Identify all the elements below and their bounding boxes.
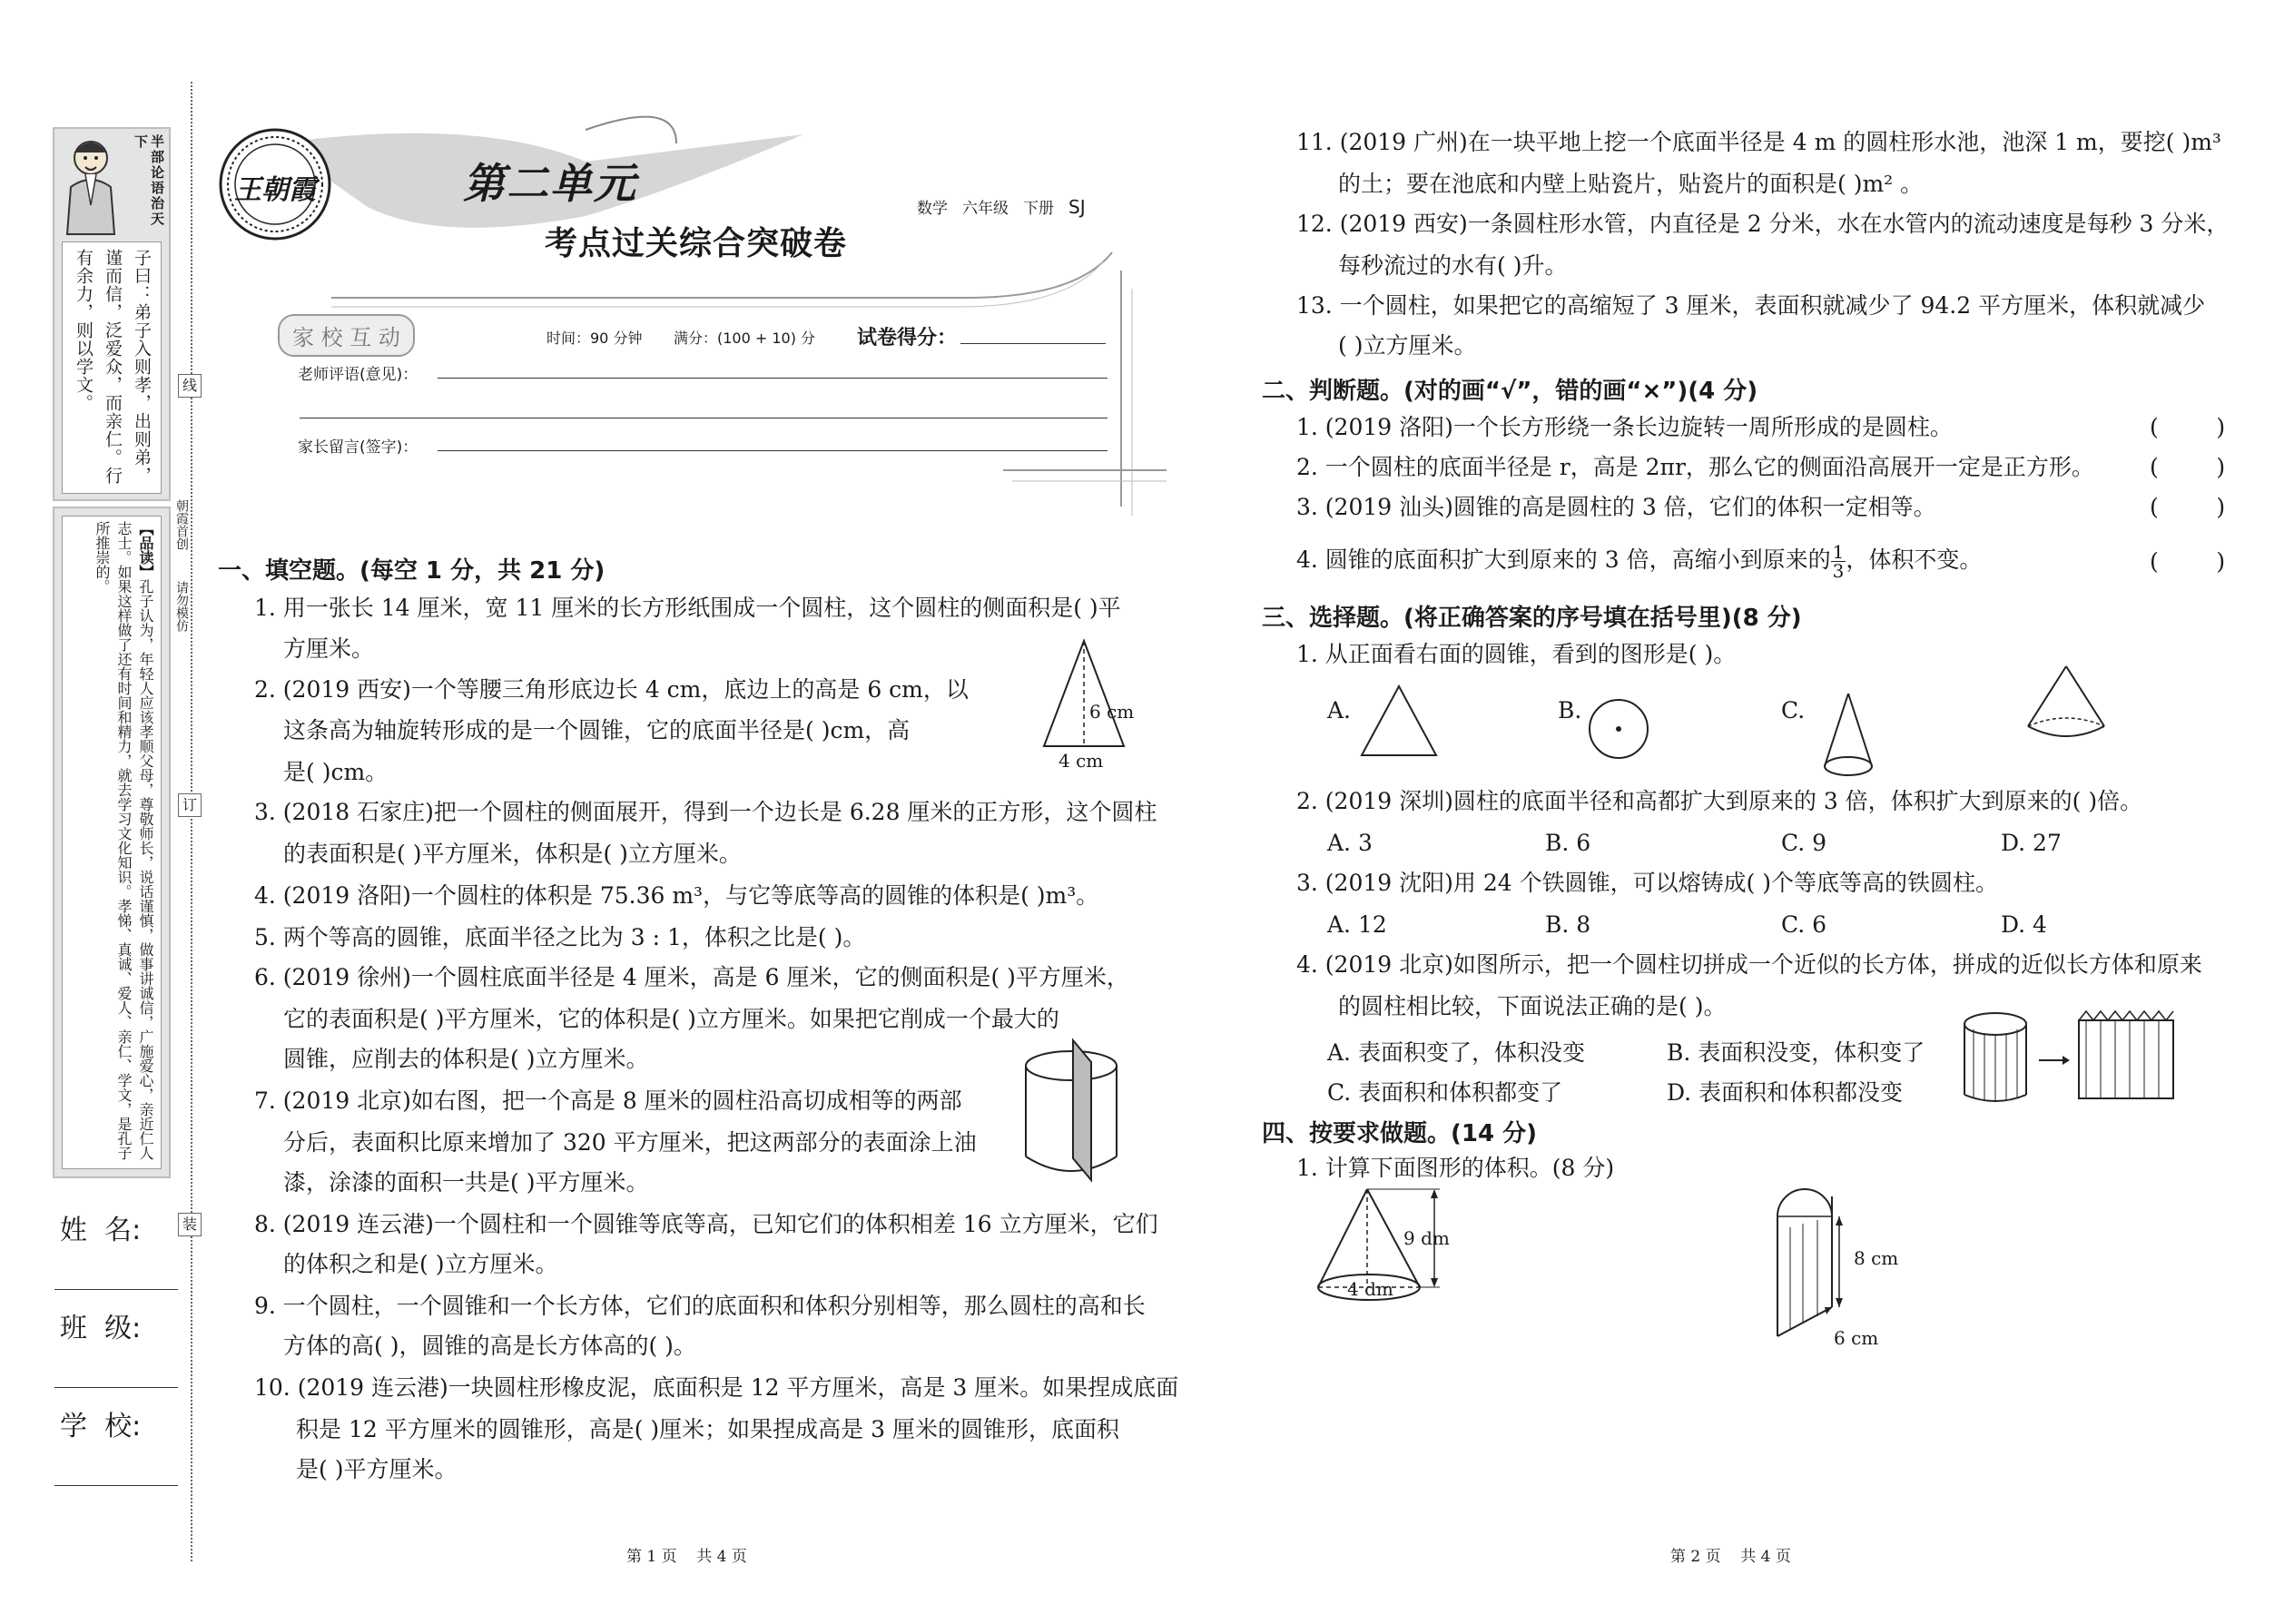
q4: 4. (2019 洛阳)一个圆柱的体积是 75.36 m³，与它等底等高的圆锥的体积是( )m³。 bbox=[254, 882, 1099, 909]
judge-item-4 bbox=[1296, 543, 1982, 580]
home-school-badge: 家 校 互 动 bbox=[278, 314, 415, 357]
tag-volume: 下册 bbox=[1023, 200, 1054, 218]
copyright-2: 请勿模仿 bbox=[174, 581, 189, 632]
tag-edition: SJ bbox=[1068, 196, 1086, 218]
q3-line2: 的表面积是( )平方厘米，体积是( )立方厘米。 bbox=[283, 841, 742, 867]
q1-line1: 1. 用一张长 14 厘米，宽 11 厘米的长方形纸围成一个圆柱，这个圆柱的侧面积是( )平 bbox=[254, 595, 1121, 621]
choice-q4-opt-c[interactable]: C. 表面积和体积都变了 bbox=[1327, 1079, 1563, 1106]
motto-small: 半部论语治天下 bbox=[133, 134, 165, 227]
q10-line2: 积是 12 平方厘米的圆锥形，高是( )厘米；如果捏成高是 3 厘米的圆锥形，底面积 bbox=[296, 1416, 1119, 1442]
choice-q2-opt-b[interactable]: B. 6 bbox=[1545, 830, 1591, 856]
choice-q3-opt-d[interactable]: D. 4 bbox=[2001, 911, 2047, 938]
school-field[interactable] bbox=[54, 1485, 178, 1486]
choice-q4-line1: 4. (2019 北京)如图所示，把一个圆柱切拼成一个近似的长方体，拼成的近似长方体和原来 bbox=[1296, 951, 2202, 978]
half-cylinder-diameter-label: 6 cm bbox=[1834, 1327, 1879, 1349]
q7-line1: 7. (2019 北京)如右图，把一个高是 8 厘米的圆柱沿高切成相等的两部 bbox=[254, 1088, 962, 1114]
judge-item-1: 1. (2019 洛阳)一个长方形绕一条长边旋转一周所形成的是圆柱。 bbox=[1296, 414, 1953, 440]
q6-line1: 6. (2019 徐州)一个圆柱底面半径是 4 厘米，高是 6 厘米，它的侧面积是( )平方厘米， bbox=[254, 964, 1129, 990]
reading-body: 孔子认为，年轻人应该孝顺父母，尊敬师长，说话谨慎，做事讲诚信，广施爱心，亲近仁人志士。如果这样做了还有时间和精力，就去学习文化知识。孝悌、真诚、爱人、亲仁、学文，是孔子所推崇的。 bbox=[94, 521, 154, 1160]
judge-answer-2[interactable]: ( ) bbox=[2150, 454, 2226, 480]
tag-subject: 数学 bbox=[917, 200, 948, 218]
reference-cone-figure bbox=[2021, 663, 2112, 744]
q6-line3: 圆锥，应削去的体积是( )立方厘米。 bbox=[283, 1046, 649, 1072]
choice-q2-opt-c[interactable]: C. 9 bbox=[1781, 830, 1827, 856]
judge-answer-4[interactable]: ( ) bbox=[2150, 548, 2226, 575]
q8-line1: 8. (2019 连云港)一个圆柱和一个圆锥等底等高，已知它们的体积相差 16 立方厘米，它们 bbox=[254, 1211, 1158, 1237]
choice-q3-opt-c[interactable]: C. 6 bbox=[1781, 911, 1827, 938]
judge-item-3: 3. (2019 汕头)圆锥的高是圆柱的 3 倍，它们的体积一定相等。 bbox=[1296, 494, 1936, 520]
half-cylinder-height-label: 8 cm bbox=[1854, 1247, 1899, 1269]
choice-q2-opt-d[interactable]: D. 27 bbox=[2001, 830, 2062, 856]
confucius-icon bbox=[58, 133, 123, 240]
fraction-one-third bbox=[1831, 543, 1846, 580]
q9-line2: 方体的高( )，圆锥的高是长方体高的( )。 bbox=[283, 1333, 696, 1359]
triangle-figure bbox=[1033, 635, 1142, 753]
judge-item-2: 2. 一个圆柱的底面半径是 r，高是 2πr，那么它的侧面沿高展开一定是正方形。 bbox=[1296, 454, 2094, 480]
judge-answer-3[interactable]: ( ) bbox=[2150, 494, 2226, 520]
q12-line1: 12. (2019 西安)一条圆柱形水管，内直径是 2 分米，水在水管内的流动速度是每秒 3 分米， bbox=[1296, 211, 2230, 237]
q2-line2: 这条高为轴旋转形成的是一个圆锥，它的底面半径是( )cm，高 bbox=[283, 717, 911, 743]
teacher-comment-label: 老师评语(意见)： bbox=[298, 366, 418, 384]
q9-line1: 9. 一个圆柱，一个圆锥和一个长方体，它们的底面积和体积分别相等，那么圆柱的高和长 bbox=[254, 1293, 1146, 1319]
quote-box bbox=[53, 127, 171, 501]
choice-q4-opt-a[interactable]: A. 表面积变了，体积没变 bbox=[1327, 1039, 1585, 1066]
exam-title: 考点过关综合突破卷 bbox=[545, 225, 848, 262]
q6-line2: 它的表面积是( )平方厘米，它的体积是( )立方厘米。如果把它削成一个最大的 bbox=[283, 1006, 1059, 1032]
section4-title: 四、按要求做题。(14 分) bbox=[1262, 1120, 1537, 1147]
cut-cylinder-figure bbox=[1017, 1035, 1144, 1189]
cut-mark-line: 装 bbox=[178, 1213, 202, 1236]
half-cylinder-figure bbox=[1767, 1180, 1857, 1343]
q7-line3: 漆，涂漆的面积一共是( )平方厘米。 bbox=[283, 1169, 649, 1196]
choice-q3-opt-a[interactable]: A. 12 bbox=[1327, 911, 1387, 938]
triangle-height-label: 6 cm bbox=[1089, 701, 1135, 723]
judge-item-4-text: 4. 圆锥的底面积扩大到原来的 3 倍，高缩小到原来的 bbox=[1296, 546, 1831, 573]
choice-q4-opt-b[interactable]: B. 表面积没变，体积变了 bbox=[1667, 1039, 1925, 1066]
judge-item-4-tail: ，体积不变。 bbox=[1846, 546, 1983, 573]
choice-q1-opt-b[interactable]: B. bbox=[1558, 697, 1582, 723]
q2-line1: 2. (2019 西安)一个等腰三角形底边长 4 cm，底边上的高是 6 cm，以 bbox=[254, 676, 969, 703]
choice-q4-line2: 的圆柱相比较，下面说法正确的是( )。 bbox=[1338, 993, 1727, 1019]
frac-den: 3 bbox=[1832, 560, 1845, 582]
cut-mark-order: 订 bbox=[178, 793, 202, 817]
choice-q1-opt-a[interactable]: A. bbox=[1327, 697, 1352, 723]
q13-line1: 13. 一个圆柱，如果把它的高缩短了 3 厘米，表面积就减少了 94.2 平方厘米，体积就减少 bbox=[1296, 292, 2206, 319]
section2-title: 二、判断题。(对的画“√”，错的画“×”)(4 分) bbox=[1262, 378, 1758, 405]
page2-footer: 第 2 页 共 4 页 bbox=[1670, 1548, 1791, 1566]
score-label: 试卷得分： bbox=[857, 327, 958, 349]
parent-comment-field[interactable] bbox=[438, 450, 1108, 451]
q8-line2: 的体积之和是( )立方厘米。 bbox=[283, 1251, 558, 1277]
q12-line2: 每秒流过的水有( )升。 bbox=[1338, 252, 1568, 279]
copyright-1: 朝霞首创 bbox=[174, 499, 189, 550]
q2-line3: 是( )cm。 bbox=[283, 759, 389, 785]
cut-mark-bind: 线 bbox=[178, 374, 202, 398]
cut-line bbox=[191, 82, 192, 1561]
q7-line2: 分后，表面积比原来增加了 320 平方厘米，把这两部分的表面涂上油 bbox=[283, 1129, 977, 1156]
q1-line2: 方厘米。 bbox=[283, 635, 375, 662]
name-label: 姓 名: bbox=[60, 1215, 142, 1246]
q13-line2: ( )立方厘米。 bbox=[1338, 332, 1477, 359]
class-field[interactable] bbox=[54, 1387, 178, 1388]
q3-line1: 3. (2018 石家庄)把一个圆柱的侧面展开，得到一个边长是 6.28 厘米的正方形，这个圆柱 bbox=[254, 799, 1157, 825]
triangle-option-icon bbox=[1358, 683, 1440, 759]
q11-line2: 的土；要在池底和内壁上贴瓷片，贴瓷片的面积是( )m² 。 bbox=[1338, 171, 1924, 197]
section3-title: 三、选择题。(将正确答案的序号填在括号里)(8 分) bbox=[1262, 605, 1802, 632]
q11-line1: 11. (2019 广州)在一块平地上挖一个底面半径是 4 m 的圆柱形水池，池深 1 m，要挖( )m³ bbox=[1296, 129, 2221, 155]
cone-height-label: 9 dm bbox=[1403, 1227, 1450, 1249]
cone-option-icon bbox=[1819, 690, 1877, 781]
circle-option-icon bbox=[1587, 697, 1650, 761]
class-label: 班 级: bbox=[60, 1313, 142, 1344]
choice-q2-opt-a[interactable]: A. 3 bbox=[1327, 830, 1373, 856]
section1-title: 一、填空题。(每空 1 分，共 21 分) bbox=[218, 557, 605, 585]
logo-text: 王朝霞 bbox=[234, 174, 316, 206]
reading-text bbox=[67, 521, 156, 1162]
teacher-comment-field[interactable] bbox=[438, 378, 1108, 379]
q10-line1: 10. (2019 连云港)一块圆柱形橡皮泥，底面积是 12 平方厘米，高是 3 厘米。如果捏成底面 bbox=[254, 1374, 1179, 1401]
name-field[interactable] bbox=[54, 1289, 178, 1290]
choice-q1: 1. 从正面看右面的圆锥，看到的图形是( )。 bbox=[1296, 641, 1737, 667]
page1-footer: 第 1 页 共 4 页 bbox=[626, 1548, 747, 1566]
choice-q2: 2. (2019 深圳)圆柱的底面半径和高都扩大到原来的 3 倍，体积扩大到原来的( )倍。 bbox=[1296, 788, 2143, 814]
reading-label: 【品读】 bbox=[137, 521, 154, 579]
q5: 5. 两个等高的圆锥，底面半径之比为 3 : 1，体积之比是( )。 bbox=[254, 924, 866, 950]
choice-q1-opt-c[interactable]: C. bbox=[1781, 697, 1806, 723]
time-label: 时间：90 分钟 bbox=[546, 330, 643, 347]
school-label: 学 校: bbox=[60, 1411, 142, 1442]
cone-diameter-label: 4 dm bbox=[1347, 1278, 1393, 1300]
calc-q1: 1. 计算下面图形的体积。(8 分) bbox=[1296, 1155, 1615, 1181]
score-full: 满分：(100 + 10) 分 bbox=[674, 330, 816, 347]
frac-num: 1 bbox=[1832, 541, 1845, 563]
judge-answer-1[interactable]: ( ) bbox=[2150, 414, 2226, 440]
parent-comment-label: 家长留言(签字)： bbox=[298, 438, 418, 457]
choice-q3: 3. (2019 沈阳)用 24 个铁圆锥，可以熔铸成( )个等底等高的铁圆柱。 bbox=[1296, 870, 1999, 896]
cone-volume-figure bbox=[1313, 1180, 1476, 1307]
quote-text: 子曰：弟子入则孝，出则弟，谨而信，泛爱众，而亲仁。行有余力，则以学文。 bbox=[74, 249, 152, 485]
tag-grade: 六年级 bbox=[962, 200, 1009, 218]
q10-line3: 是( )平方厘米。 bbox=[296, 1456, 458, 1482]
subject-tags bbox=[917, 195, 1086, 218]
unit-title: 第二单元 bbox=[463, 159, 637, 208]
choice-q4-opt-d[interactable]: D. 表面积和体积都没变 bbox=[1667, 1079, 1904, 1106]
score-field[interactable] bbox=[960, 343, 1106, 344]
choice-q3-opt-b[interactable]: B. 8 bbox=[1545, 911, 1591, 938]
reading-box bbox=[53, 507, 171, 1178]
triangle-base-label: 4 cm bbox=[1058, 750, 1104, 772]
cylinder-to-cuboid-figure bbox=[1961, 1008, 2179, 1107]
